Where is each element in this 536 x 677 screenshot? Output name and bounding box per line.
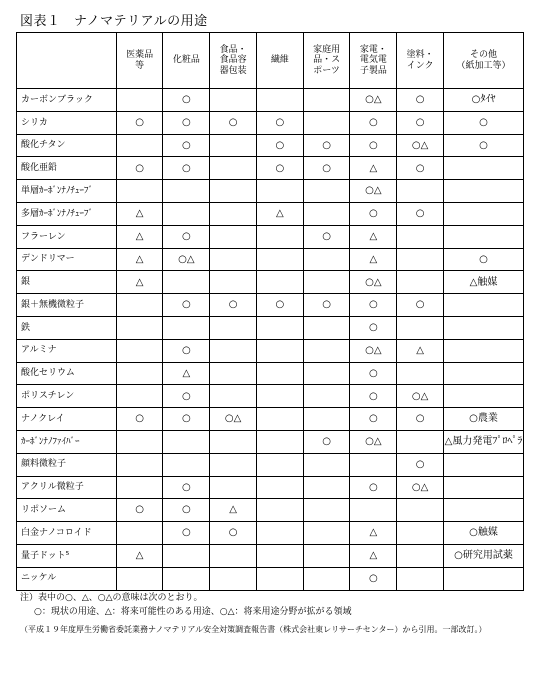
table-row	[17, 385, 524, 408]
table-row	[17, 271, 524, 294]
material-name-cell: 顔料微粒子	[17, 453, 117, 476]
table-row	[17, 453, 524, 476]
usage-cell	[163, 430, 210, 453]
notes-legend-intro: 注）表中の○、△、○△の意味は次のとおり。	[20, 593, 203, 603]
header-corner-cell	[17, 33, 117, 89]
table-row	[17, 225, 524, 248]
usage-cell: ○	[163, 339, 210, 362]
material-name-cell: ｶｰﾎﾞﾝﾅﾉﾌｧｲﾊﾞｰ	[17, 430, 117, 453]
usage-cell: ○	[397, 294, 444, 317]
notes-legend-meaning: ○：現状の用途、△：将来可能性のある用途、○△：将来用途分野が拡がる領域	[34, 606, 352, 617]
usage-cell	[397, 522, 444, 545]
usage-cell	[303, 248, 350, 271]
usage-cell: ○	[163, 499, 210, 522]
usage-cell	[116, 339, 163, 362]
usage-cell: ○△	[397, 385, 444, 408]
usage-cell	[443, 385, 523, 408]
table-row	[17, 248, 524, 271]
usage-cell: △触媒	[443, 271, 523, 294]
usage-cell	[163, 180, 210, 203]
usage-cell	[303, 385, 350, 408]
usage-cell: ○△	[350, 271, 397, 294]
usage-cell	[443, 180, 523, 203]
material-name-cell: 銀＋無機微粒子	[17, 294, 117, 317]
table-row	[17, 430, 524, 453]
usage-cell	[256, 316, 303, 339]
usage-cell	[303, 89, 350, 112]
usage-cell	[443, 225, 523, 248]
usage-cell: ○	[397, 157, 444, 180]
usage-cell: ○△	[397, 476, 444, 499]
usage-cell	[116, 316, 163, 339]
table-row	[17, 316, 524, 339]
usage-cell	[210, 248, 257, 271]
usage-cell	[210, 134, 257, 157]
column-header: 家電・ 電気電 子製品	[350, 33, 397, 89]
usage-cell: ○	[397, 453, 444, 476]
usage-cell: ○	[163, 476, 210, 499]
usage-cell	[256, 408, 303, 431]
usage-cell: △	[116, 202, 163, 225]
usage-cell: ○△	[350, 180, 397, 203]
usage-cell	[256, 385, 303, 408]
material-name-cell: 銀	[17, 271, 117, 294]
usage-cell: ○△	[210, 408, 257, 431]
usage-cell	[210, 271, 257, 294]
column-header: 塗料・ インク	[397, 33, 444, 89]
table-row	[17, 476, 524, 499]
usage-cell: △	[163, 362, 210, 385]
usage-cell: △風力発電ﾌﾟﾛﾍﾟﾗ	[443, 430, 523, 453]
usage-cell: △	[350, 225, 397, 248]
usage-cell	[256, 339, 303, 362]
table-row	[17, 544, 524, 567]
usage-cell: ○	[163, 111, 210, 134]
usage-cell	[210, 385, 257, 408]
material-name-cell: 多層ｶｰﾎﾞﾝﾅﾉﾁｭｰﾌﾞ	[17, 202, 117, 225]
usage-cell: △	[116, 248, 163, 271]
usage-cell: ○	[163, 134, 210, 157]
usage-cell	[210, 430, 257, 453]
usage-cell: ○	[303, 294, 350, 317]
table-row	[17, 567, 524, 590]
usage-cell	[116, 385, 163, 408]
usage-cell	[256, 544, 303, 567]
usage-cell	[163, 271, 210, 294]
usage-cell: ○	[163, 408, 210, 431]
usage-cell	[303, 202, 350, 225]
material-name-cell: 量子ドット⁵	[17, 544, 117, 567]
usage-cell	[210, 202, 257, 225]
usage-cell: ○	[397, 408, 444, 431]
usage-cell	[303, 339, 350, 362]
usage-cell	[443, 294, 523, 317]
material-name-cell: デンドリマー	[17, 248, 117, 271]
usage-cell	[443, 499, 523, 522]
usage-cell	[256, 362, 303, 385]
column-header: 化粧品	[163, 33, 210, 89]
table-row	[17, 180, 524, 203]
usage-cell	[397, 225, 444, 248]
material-name-cell: 単層ｶｰﾎﾞﾝﾅﾉﾁｭｰﾌﾞ	[17, 180, 117, 203]
usage-cell: ○△	[350, 339, 397, 362]
usage-cell: ○	[350, 111, 397, 134]
material-name-cell: 酸化亜鉛	[17, 157, 117, 180]
usage-cell: ○触媒	[443, 522, 523, 545]
usage-cell	[443, 202, 523, 225]
usage-cell	[256, 225, 303, 248]
usage-cell: ○	[303, 430, 350, 453]
table-row	[17, 499, 524, 522]
usage-cell: △	[350, 157, 397, 180]
usage-cell: △	[116, 225, 163, 248]
usage-cell	[116, 180, 163, 203]
usage-cell: △	[397, 339, 444, 362]
table-row	[17, 339, 524, 362]
usage-cell	[303, 453, 350, 476]
usage-cell: ○	[163, 522, 210, 545]
usage-cell	[303, 111, 350, 134]
usage-cell: ○	[116, 408, 163, 431]
usage-cell: ○	[116, 157, 163, 180]
usage-cell	[210, 476, 257, 499]
usage-cell: ○	[163, 89, 210, 112]
usage-cell	[397, 180, 444, 203]
notes-citation: （平成１９年度厚生労働省委託業務ナノマテリアル安全対策調査報告書（株式会社東レリサーチセンター）から引用。一部改訂。）	[20, 624, 487, 634]
usage-cell	[397, 271, 444, 294]
usage-cell: ○	[210, 111, 257, 134]
material-name-cell: カーボンブラック	[17, 89, 117, 112]
usage-cell	[443, 453, 523, 476]
material-name-cell: 酸化チタン	[17, 134, 117, 157]
usage-cell	[443, 316, 523, 339]
usage-cell	[443, 339, 523, 362]
usage-cell: ○	[116, 499, 163, 522]
usage-cell: ○ﾀｲﾔ	[443, 89, 523, 112]
material-name-cell: ニッケル	[17, 567, 117, 590]
usage-cell: △	[116, 544, 163, 567]
material-name-cell: フラーレン	[17, 225, 117, 248]
material-name-cell: ナノクレイ	[17, 408, 117, 431]
usage-cell: △	[256, 202, 303, 225]
usage-cell	[397, 567, 444, 590]
usage-cell	[210, 157, 257, 180]
usage-cell: ○	[303, 134, 350, 157]
usage-cell: ○	[350, 567, 397, 590]
usage-cell: ○	[210, 294, 257, 317]
usage-cell	[256, 453, 303, 476]
usage-cell	[397, 362, 444, 385]
table-row	[17, 111, 524, 134]
usage-cell: ○	[210, 522, 257, 545]
table-row	[17, 408, 524, 431]
usage-cell: ○	[350, 294, 397, 317]
usage-cell: ○研究用試薬	[443, 544, 523, 567]
usage-cell	[116, 567, 163, 590]
usage-cell	[256, 180, 303, 203]
usage-cell	[397, 430, 444, 453]
usage-cell	[397, 544, 444, 567]
usage-cell	[397, 248, 444, 271]
usage-cell	[397, 316, 444, 339]
usage-cell	[210, 567, 257, 590]
material-name-cell: 白金ナノコロイド	[17, 522, 117, 545]
usage-cell	[303, 499, 350, 522]
usage-cell: ○	[256, 134, 303, 157]
usage-cell: ○	[350, 362, 397, 385]
usage-cell: △	[116, 271, 163, 294]
usage-cell: ○農業	[443, 408, 523, 431]
usage-cell	[443, 476, 523, 499]
usage-cell	[256, 522, 303, 545]
column-header: 医薬品 等	[116, 33, 163, 89]
usage-cell: ○	[163, 157, 210, 180]
usage-cell: △	[350, 248, 397, 271]
usage-cell	[256, 248, 303, 271]
usage-cell	[210, 316, 257, 339]
table-row	[17, 362, 524, 385]
usage-cell	[210, 362, 257, 385]
usage-cell: ○	[350, 408, 397, 431]
usage-cell	[350, 499, 397, 522]
usage-cell: ○	[256, 111, 303, 134]
table-row	[17, 89, 524, 112]
material-name-cell: ポリスチレン	[17, 385, 117, 408]
usage-cell	[303, 408, 350, 431]
usage-cell	[256, 271, 303, 294]
usage-cell: △	[350, 522, 397, 545]
table-row	[17, 157, 524, 180]
column-header: 家庭用 品・ス ポーツ	[303, 33, 350, 89]
usage-cell	[303, 271, 350, 294]
usage-cell	[116, 476, 163, 499]
material-name-cell: 鉄	[17, 316, 117, 339]
usage-cell	[163, 316, 210, 339]
table-row	[17, 294, 524, 317]
usage-cell	[116, 294, 163, 317]
usage-cell: ○△	[163, 248, 210, 271]
usage-cell	[116, 89, 163, 112]
usage-cell: ○	[397, 89, 444, 112]
usage-cell	[303, 544, 350, 567]
usage-cell: ○	[163, 385, 210, 408]
usage-cell: ○	[397, 202, 444, 225]
usage-cell	[303, 180, 350, 203]
usage-cell: ○	[397, 111, 444, 134]
usage-cell	[256, 430, 303, 453]
usage-cell	[116, 430, 163, 453]
usage-cell	[210, 225, 257, 248]
usage-cell	[303, 567, 350, 590]
usage-cell	[210, 339, 257, 362]
usage-cell: ○	[256, 157, 303, 180]
usage-cell: ○	[303, 225, 350, 248]
usage-cell: ○△	[397, 134, 444, 157]
usage-cell: △	[210, 499, 257, 522]
usage-cell: ○	[443, 111, 523, 134]
table-row	[17, 134, 524, 157]
material-name-cell: アクリル微粒子	[17, 476, 117, 499]
table-row	[17, 522, 524, 545]
usage-cell	[443, 362, 523, 385]
usage-cell	[256, 567, 303, 590]
usage-cell	[256, 499, 303, 522]
table-title: 図表１ ナノマテリアルの用途	[20, 14, 208, 29]
material-name-cell: リポソーム	[17, 499, 117, 522]
usage-cell	[210, 89, 257, 112]
usage-cell	[116, 362, 163, 385]
usage-cell	[256, 476, 303, 499]
usage-cell: ○△	[350, 89, 397, 112]
usage-cell	[116, 134, 163, 157]
usage-cell: △	[350, 544, 397, 567]
usage-cell	[116, 522, 163, 545]
usage-cell: ○	[443, 134, 523, 157]
usage-cell	[350, 453, 397, 476]
usage-cell	[443, 157, 523, 180]
material-name-cell: 酸化セリウム	[17, 362, 117, 385]
usage-cell	[163, 544, 210, 567]
column-header: 食品・ 食品容 器包装	[210, 33, 257, 89]
usage-cell	[443, 567, 523, 590]
column-header: 繊維	[256, 33, 303, 89]
usage-cell	[116, 453, 163, 476]
usage-cell	[303, 362, 350, 385]
usage-cell: ○△	[350, 430, 397, 453]
column-header: その他 （紙加工等）	[443, 33, 523, 89]
usage-cell: ○	[350, 134, 397, 157]
material-name-cell: アルミナ	[17, 339, 117, 362]
usage-cell	[210, 453, 257, 476]
usage-cell	[163, 567, 210, 590]
notes-section	[20, 592, 525, 637]
usage-cell	[397, 499, 444, 522]
usage-cell: ○	[350, 385, 397, 408]
usage-cell: ○	[303, 157, 350, 180]
usage-cell: ○	[350, 476, 397, 499]
usage-cell: ○	[163, 225, 210, 248]
table-row	[17, 202, 524, 225]
usage-cell: ○	[350, 316, 397, 339]
usage-cell	[303, 476, 350, 499]
nanomaterial-usage-table	[16, 32, 524, 591]
usage-cell: ○	[350, 202, 397, 225]
usage-cell	[210, 180, 257, 203]
usage-cell: ○	[163, 294, 210, 317]
usage-cell	[163, 453, 210, 476]
material-name-cell: シリカ	[17, 111, 117, 134]
usage-cell	[163, 202, 210, 225]
usage-cell: ○	[443, 248, 523, 271]
usage-cell: ○	[116, 111, 163, 134]
usage-cell	[303, 522, 350, 545]
usage-cell	[210, 544, 257, 567]
usage-cell	[303, 316, 350, 339]
usage-cell	[256, 89, 303, 112]
usage-cell: ○	[256, 294, 303, 317]
table-header-row	[17, 33, 524, 89]
